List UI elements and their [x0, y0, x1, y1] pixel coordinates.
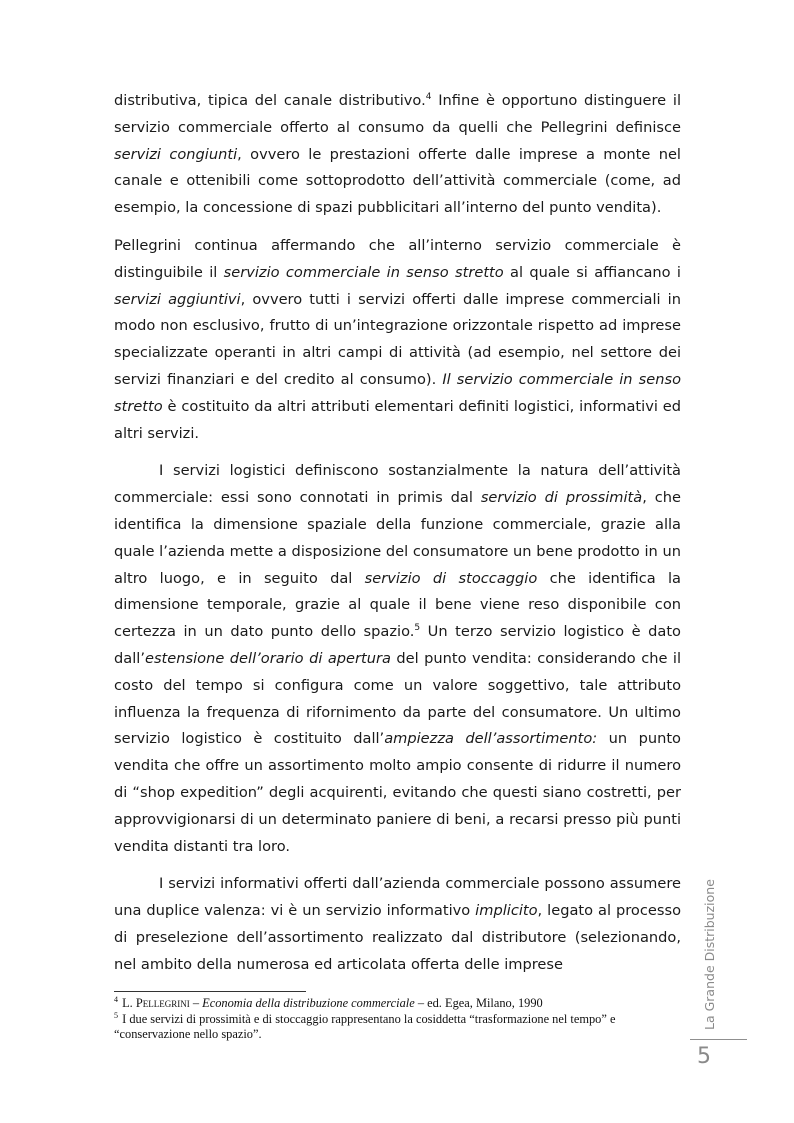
paragraph-3-text-f: Un terzo servizio logistico è dato dall’ [114, 623, 681, 667]
page-number: 5 [697, 1044, 711, 1069]
footnote-4-title: Economia della distribuzione commerciale [202, 996, 415, 1010]
term-servizio-di-stoccaggio: servizio di stoccaggio [364, 569, 538, 587]
footnote-4 [114, 996, 681, 1012]
footnote-5-number: 5 [114, 1010, 118, 1020]
footnote-5 [114, 1012, 681, 1043]
paragraph-3-text-e: che identifica la dimensione temporale, grazie al quale il bene viene reso disponibile con certezza in un dato punto dello spazio. [114, 569, 681, 641]
running-title-text: La Grande Distribuzione [702, 879, 717, 1030]
paragraph-2-text-g: è costituito da altri attributi elementari definiti logistici, informativi ed altri servizi. [114, 397, 681, 442]
term-il-servizio-commerciale: Il servizio commerciale in senso stretto [114, 370, 681, 415]
paragraph-2-text-c: al quale si affiancano i [503, 263, 681, 281]
footnote-5-text: I due servizi di prossimità e di stoccaggio rappresentano la cosiddetta “trasformazione nel tempo” e “conservazione nello spazio”. [114, 1011, 616, 1041]
paragraph-2-text-a: Pellegrini continua affermando che all’interno servizio commerciale è distinguibile il [114, 236, 681, 281]
paragraph-3 [114, 458, 681, 860]
paragraph-3-text-a: I servizi logistici definiscono sostanzialmente la natura dell’attività commerciale: essi sono connotati in primis dal [114, 462, 681, 507]
paragraph-1 [114, 88, 681, 222]
footnote-ref-5: 5 [414, 623, 421, 634]
paragraph-4-text-c: , legato al processo di preselezione dell’assortimento realizzato dal distributore (selezionando, nel ambito della numerosa ed articolata offerta delle imprese [114, 902, 681, 973]
paragraph-2-text-e: , ovvero tutti i servizi offerti dalle imprese commerciali in modo non esclusivo, frutto di un’integrazione orizzontale rispetto ad imprese specializzate operanti in altri campi di attività (ad esempio, nel settore dei servizi finanziari e del credito al consumo). [114, 290, 681, 388]
term-servizi-congiunti: servizi congiunti [114, 145, 238, 163]
term-servizi-aggiuntivi: servizi aggiuntivi [114, 290, 241, 308]
page-number-divider [690, 1039, 747, 1040]
paragraph-2 [114, 233, 681, 447]
paragraph-4-text-a: I servizi informativi offerti dall’azienda commerciale possono assumere una duplice valenza: vi è un servizio informativo [114, 875, 681, 920]
term-servizio-di-prossimita: servizio di prossimità [480, 489, 643, 507]
body-text [114, 88, 681, 979]
paragraph-3-text-j: un punto vendita che offre un assortimento molto ampio consente di ridurre il numero di “shop expedition” degli acquirenti, evitando che questi siano costretti, per approvvigionarsi di un determinato paniere di beni, a recarsi presso più punti vendita distanti tra loro. [114, 730, 681, 855]
footnote-4-number: 4 [114, 995, 118, 1004]
footnote-divider [114, 991, 306, 992]
footnote-4-author: L. Pellegrini [122, 996, 190, 1010]
term-implicito: implicito [475, 902, 538, 920]
term-ampiezza-assortimento: ampiezza dell’assortimento: [384, 730, 598, 748]
paragraph-1-text-b: Infine è opportuno distinguere il servizio commerciale offerto al consumo da quelli che Pellegrini definisce [114, 92, 681, 136]
paragraph-3-text-c: , che identifica la dimensione spaziale della funzione commerciale, grazie alla quale l’azienda mette a disposizione del consumatore un bene prodotto in un altro luogo, e in seguito dal [114, 489, 682, 587]
footnote-4-rest: – ed. Egea, Milano, 1990 [414, 996, 543, 1010]
paragraph-1-text-d: , ovvero le prestazioni offerte dalle imprese a monte nel canale e ottenibili come sottoprodotto dell’attività commerciale (come, ad esempio, la concessione di spazi pubblicitari all’interno del punto vendita). [114, 145, 681, 217]
footnote-ref-4: 4 [425, 92, 432, 102]
paragraph-1-text-a: distributiva, tipica del canale distributivo. [114, 92, 426, 109]
paragraph-4 [114, 871, 681, 978]
term-servizio-commerciale-senso-stretto: servizio commerciale in senso stretto [223, 263, 504, 281]
paragraph-3-text-h: del punto vendita: considerando che il costo del tempo si configura come un valore soggettivo, tale attributo influenza la frequenza di rifornimento da parte del consumatore. Un ultimo servizio logistico è costituito dall’ [114, 649, 682, 748]
term-estensione-orario: estensione dell’orario di apertura [144, 649, 391, 667]
footnotes [114, 996, 681, 1043]
footnote-4-separator: – [189, 996, 203, 1010]
